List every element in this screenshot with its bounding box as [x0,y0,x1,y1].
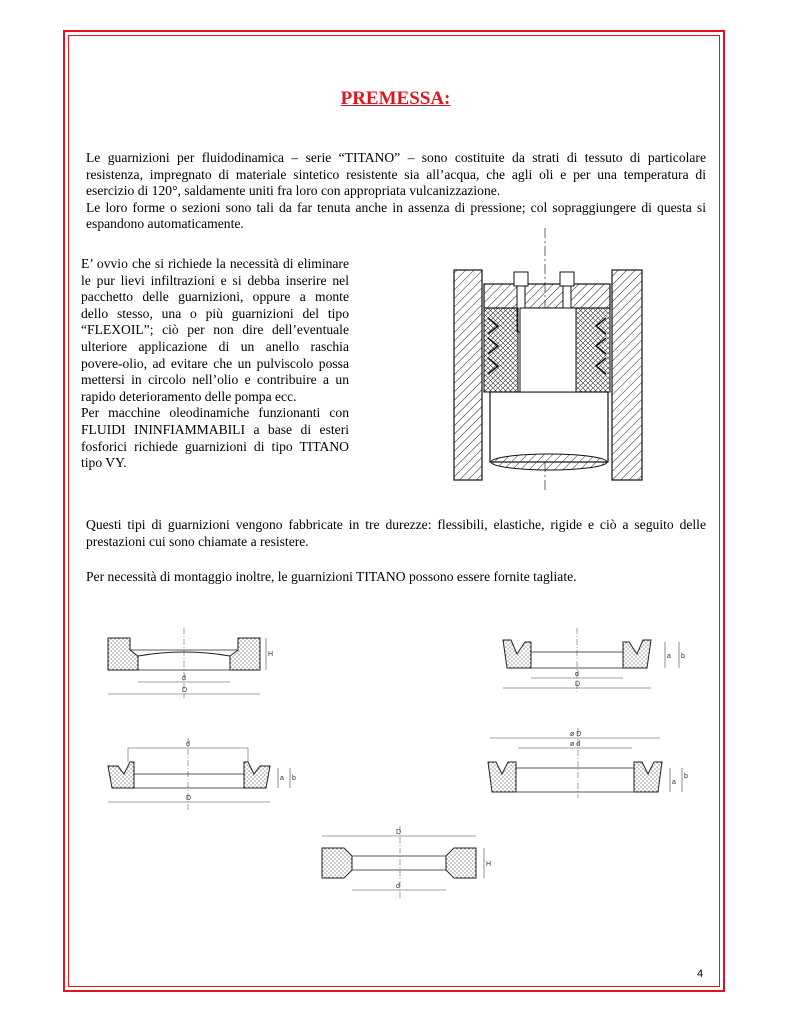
label-d-3: d [186,741,190,748]
side-text-2: Per macchine oleodinamiche funzionanti con FLUIDI ININFIAMMABILI a base di esteri fosforici richiede guarnizioni di tipo TITANO tipo VY. [81,405,349,471]
montaggio-paragraph [86,569,706,586]
intro-line-2: Le loro forme o sezioni sono tali da far tenuta anche in assenza di pressione; col sopraggiungere di questa si espandono automaticamente. [86,199,706,231]
seal-assembly-drawing [448,228,654,490]
label-H-5: H [486,861,492,868]
seal-profile-4 [482,728,692,802]
label-H: H [268,651,274,658]
label-d-2: d [575,671,579,678]
label-b-3: b [292,775,296,782]
durezze-text: Questi tipi di guarnizioni vengono fabbricate in tre durezze: flessibili, elastiche, rigide e ciò a seguito delle prestazioni cui sono chiamate a resistere. [86,517,706,549]
label-a-2: a [667,653,671,660]
side-paragraph [81,256,349,472]
label-b-4: b [684,773,688,780]
label-d-5: d [396,883,400,890]
seal-profile-1 [100,628,290,706]
label-phiD: ø D [570,731,582,738]
label-a-3: a [280,775,284,782]
durezze-paragraph [86,517,706,550]
seal-profile-2 [495,628,695,700]
label-D: D [182,687,188,694]
seal-profile-5 [314,826,504,904]
label-D-2: D [575,681,581,688]
page-number: 4 [697,968,704,980]
label-D-3: D [186,795,192,802]
label-b-2: b [681,653,685,660]
intro-line-1: Le guarnizioni per fluidodinamica – serie “TITANO” – sono costituite da strati di tessuto di particolare resistenza, impregnato di materiale sintetico resistente sia all’acqua, che agli oli e per una temperatura di esercizio di 120°, saldamente uniti fra loro con appropriata vulcanizzazione. [86,150,706,198]
intro-paragraph [86,150,706,233]
label-phid: ø d [570,741,581,748]
label-d: d [182,675,186,682]
page-title: PREMESSA: [340,88,451,109]
seal-profile-3 [100,738,300,816]
label-D-5: D [396,829,402,836]
label-a-4: a [672,779,676,786]
montaggio-text: Per necessità di montaggio inoltre, le guarnizioni TITANO possono essere fornite tagliate. [86,569,577,584]
side-text-1: E’ ovvio che si richiede la necessità di eliminare le pur lievi infiltrazioni e si debba inserire nel pacchetto delle guarnizioni, oppure a monte dello stesso, una o più guarnizioni del tipo “FLEXOIL”; ciò per non dire dell’eventuale ulteriore applicazione di un anello raschia povere-olio, ad evitare che un pulviscolo possa mettersi in circolo nell’olio e contribuire a un rapido deterioramento delle pompa ecc. [81,256,349,404]
